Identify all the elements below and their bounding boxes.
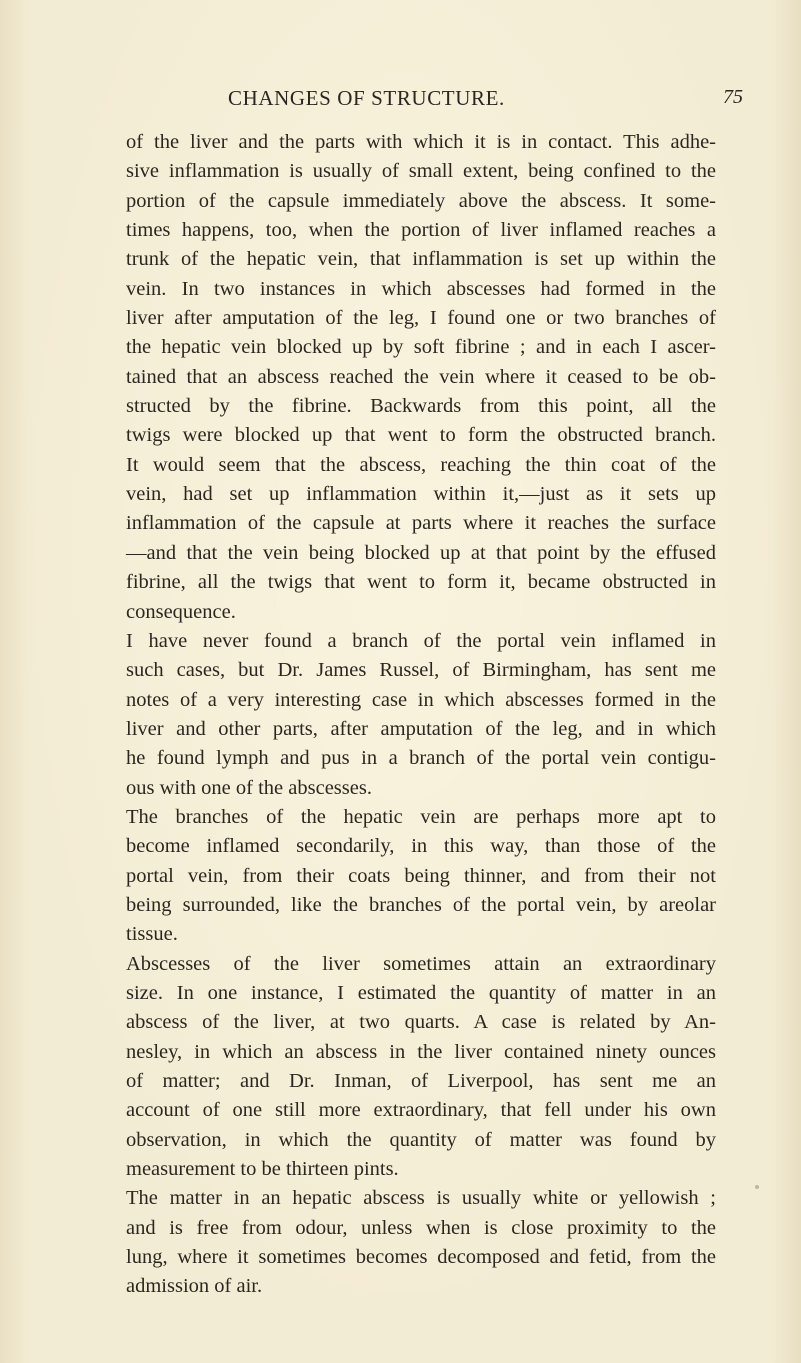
- text-line: tained that an abscess reached the vein where it ceased to be ob-: [126, 365, 716, 388]
- text-line: of the liver and the parts with which it is in contact. This adhe-: [126, 131, 716, 153]
- text-line: abscess of the liver, at two quarts. A case is related by An-: [126, 1011, 716, 1034]
- text-line: vein. In two instances in which abscesses had formed in the: [126, 277, 716, 300]
- page-number: 75: [723, 86, 743, 108]
- text-line: vein, had set up inflammation within it,—just as it sets up: [126, 483, 716, 506]
- paper-speck: [755, 1185, 759, 1189]
- text-line: account of one still more extraordinary, that fell under his own: [126, 1099, 716, 1122]
- text-line: —and that the vein being blocked up at that point by the effused: [126, 541, 716, 564]
- text-line: consequence.: [126, 600, 236, 623]
- text-line: The branches of the hepatic vein are perhaps more apt to: [126, 805, 716, 828]
- text-line: the hepatic vein blocked up by soft fibrine ; and in each I ascer-: [126, 336, 716, 359]
- text-line: admission of air.: [126, 1275, 263, 1298]
- text-line: nesley, in which an abscess in the liver contained ninety ounces: [126, 1040, 716, 1063]
- text-line: become inflamed secondarily, in this way, than those of the: [126, 835, 716, 858]
- chapter-title: CHANGES OF STRUCTURE.: [228, 86, 505, 110]
- body-text: [126, 128, 716, 1302]
- text-line: trunk of the hepatic vein, that inflammation is set up within the: [126, 248, 716, 271]
- text-line: size. In one instance, I estimated the quantity of matter in an: [126, 981, 716, 1004]
- text-line: portion of the capsule immediately above the abscess. It some-: [126, 189, 716, 212]
- text-line: he found lymph and pus in a branch of the portal vein contigu-: [126, 747, 716, 770]
- text-line: and is free from odour, unless when is close proximity to the: [126, 1216, 716, 1239]
- text-line: tissue.: [126, 923, 178, 946]
- text-line: observation, in which the quantity of matter was found by: [126, 1128, 716, 1151]
- text-line: inflammation of the capsule at parts where it reaches the surface: [126, 512, 716, 535]
- text-line: notes of a very interesting case in which abscesses formed in the: [126, 688, 716, 711]
- text-line: such cases, but Dr. James Russel, of Birmingham, has sent me: [126, 659, 716, 682]
- text-line: structed by the fibrine. Backwards from this point, all the: [126, 395, 716, 418]
- text-line: liver after amputation of the leg, I found one or two branches of: [126, 307, 716, 330]
- text-line: sive inflammation is usually of small extent, being confined to the: [126, 160, 716, 183]
- text-line: fibrine, all the twigs that went to form it, became obstructed in: [126, 571, 716, 594]
- text-line: twigs were blocked up that went to form the obstructed branch.: [126, 424, 716, 447]
- text-line: liver and other parts, after amputation of the leg, and in which: [126, 717, 716, 740]
- text-line: measurement to be thirteen pints.: [126, 1158, 399, 1181]
- text-line: portal vein, from their coats being thinner, and from their not: [126, 864, 716, 887]
- text-line: Abscesses of the liver sometimes attain an extraordinary: [126, 952, 716, 975]
- text-line: I have never found a branch of the portal vein inflamed in: [126, 629, 716, 652]
- text-line: The matter in an hepatic abscess is usually white or yellowish ;: [126, 1187, 716, 1210]
- text-line: lung, where it sometimes becomes decomposed and fetid, from the: [126, 1246, 716, 1269]
- text-line: times happens, too, when the portion of liver inflamed reaches a: [126, 219, 716, 242]
- text-line: ous with one of the abscesses.: [126, 776, 372, 799]
- text-line: It would seem that the abscess, reaching the thin coat of the: [126, 453, 716, 476]
- text-line: of matter; and Dr. Inman, of Liverpool, has sent me an: [126, 1070, 716, 1092]
- running-head: [0, 86, 801, 116]
- text-line: being surrounded, like the branches of the portal vein, by areolar: [126, 893, 716, 916]
